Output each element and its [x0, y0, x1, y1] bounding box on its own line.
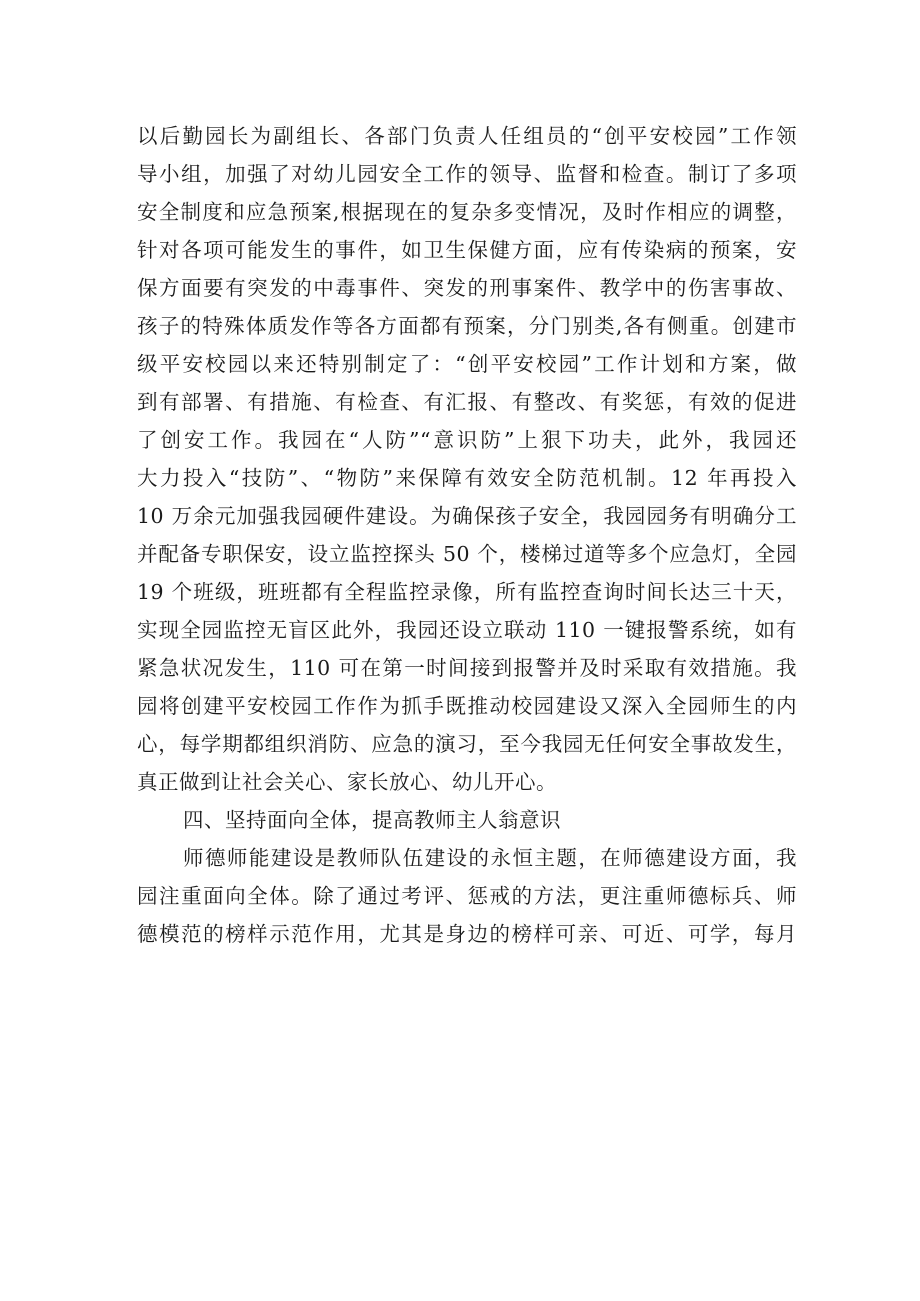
paragraph-line: 德模范的榜样示范作用，尤其是身边的榜样可亲、可近、可学，每月 — [137, 922, 797, 946]
paragraph-line: 园将创建平安校园工作作为抓手既推动校园建设又深入全园师生的内 — [137, 694, 797, 718]
paragraph-line: 并配备专职保安，设立监控探头 50 个，楼梯过道等多个应急灯，全园 — [137, 542, 797, 566]
paragraph-line: 安全制度和应急预案,根据现在的复杂多变情况，及时作相应的调整， — [137, 200, 797, 224]
paragraph-line: 实现全园监控无盲区此外，我园还设立联动 110 一键报警系统，如有 — [137, 618, 797, 642]
paragraph-line: 了创安工作。我园在“人防”“意识防”上狠下功夫，此外，我园还 — [137, 428, 797, 452]
paragraph-line: 大力投入“技防”、“物防”来保障有效安全防范机制。12 年再投入 — [137, 466, 797, 490]
paragraph-line: 真正做到让社会关心、家长放心、幼儿开心。 — [137, 770, 557, 794]
paragraph-line: 园注重面向全体。除了通过考评、惩戒的方法，更注重师德标兵、师 — [137, 884, 797, 908]
paragraph-line: 到有部署、有措施、有检查、有汇报、有整改、有奖惩，有效的促进 — [137, 390, 797, 414]
paragraph-line: 针对各项可能发生的事件，如卫生保健方面，应有传染病的预案，安 — [137, 238, 797, 262]
paragraph-line: 以后勤园长为副组长、各部门负责人任组员的“创平安校园”工作领 — [137, 124, 797, 148]
section-heading: 四、坚持面向全体，提高教师主人翁意识 — [183, 808, 561, 832]
paragraph-line: 孩子的特殊体质发作等各方面都有预案，分门别类,各有侧重。创建市 — [137, 314, 797, 338]
paragraph-line: 导小组，加强了对幼儿园安全工作的领导、监督和检查。制订了多项 — [137, 162, 797, 186]
paragraph-line: 19 个班级，班班都有全程监控录像，所有监控查询时间长达三十天， — [137, 580, 797, 604]
paragraph-line: 心，每学期都组织消防、应急的演习，至今我园无任何安全事故发生， — [137, 732, 797, 756]
paragraph-line: 紧急状况发生，110 可在第一时间接到报警并及时采取有效措施。我 — [137, 656, 797, 680]
paragraph-line: 保方面要有突发的中毒事件、突发的刑事案件、教学中的伤害事故、 — [137, 276, 797, 300]
paragraph-line: 级平安校园以来还特别制定了：“创平安校园”工作计划和方案，做 — [137, 352, 797, 376]
paragraph-line: 10 万余元加强我园硬件建设。为确保孩子安全，我园园务有明确分工 — [137, 504, 797, 528]
body-text — [137, 117, 797, 953]
paragraph-line: 师德师能建设是教师队伍建设的永恒主题，在师德建设方面，我 — [183, 846, 797, 870]
